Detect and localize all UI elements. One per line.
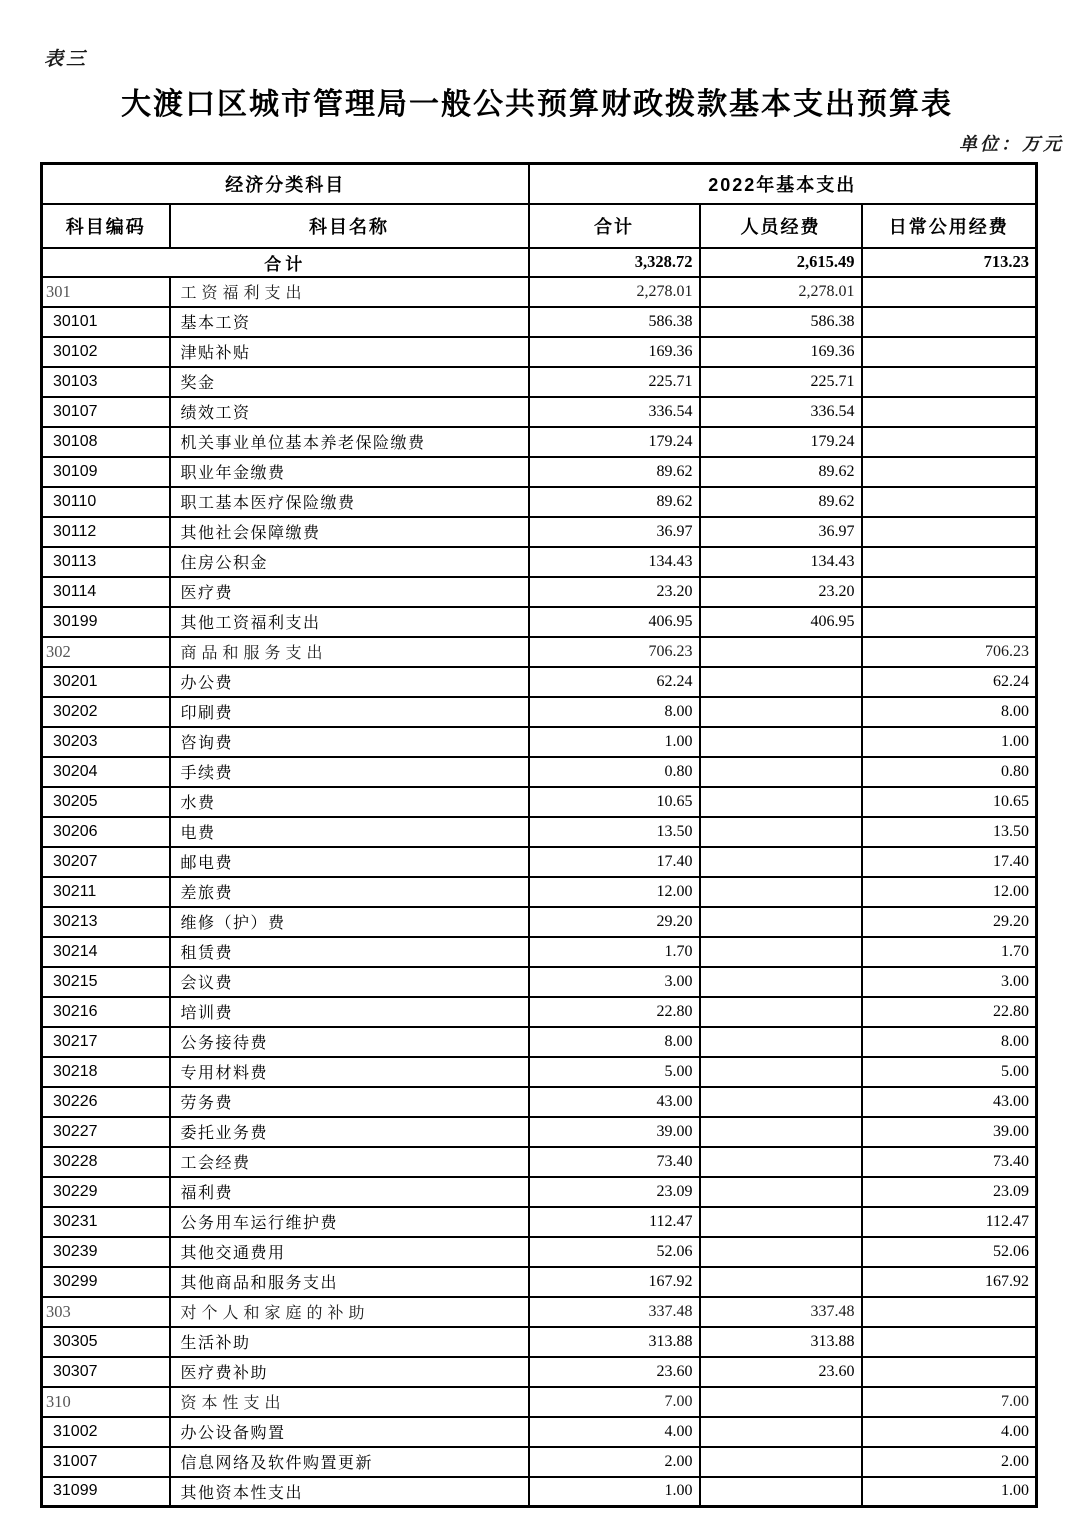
- cell-personnel: [700, 637, 862, 667]
- cell-personnel: [700, 1117, 862, 1147]
- cell-subject-code: 30227: [42, 1117, 170, 1147]
- cell-subject-name: 工会经费: [170, 1147, 529, 1177]
- cell-personnel: [700, 727, 862, 757]
- cell-subject-code: 30231: [42, 1207, 170, 1237]
- cell-personnel: [700, 1267, 862, 1297]
- cell-subject-code: 30218: [42, 1057, 170, 1087]
- cell-subject-name: 医疗费: [170, 577, 529, 607]
- cell-daily: 7.00: [862, 1387, 1037, 1417]
- cell-daily: 73.40: [862, 1147, 1037, 1177]
- cell-subject-code: 30215: [42, 967, 170, 997]
- cell-subject-code: 30211: [42, 877, 170, 907]
- cell-subject-name: 差旅费: [170, 877, 529, 907]
- cell-daily: [862, 1327, 1037, 1357]
- table-row: [42, 457, 1037, 487]
- cell-subject-code: 30214: [42, 937, 170, 967]
- page-title: 大渡口区城市管理局一般公共预算财政拨款基本支出预算表: [121, 88, 953, 121]
- cell-total: 89.62: [529, 487, 700, 517]
- cell-subject-name: 住房公积金: [170, 547, 529, 577]
- cell-total: 62.24: [529, 667, 700, 697]
- cell-subject-code: 30213: [42, 907, 170, 937]
- table-row: [42, 847, 1037, 877]
- table-number-tag: 表三: [44, 48, 89, 70]
- cell-personnel: 586.38: [700, 307, 862, 337]
- cell-personnel: [700, 1027, 862, 1057]
- cell-total: 167.92: [529, 1267, 700, 1297]
- cell-subject-name: 培训费: [170, 997, 529, 1027]
- table-row: [42, 1387, 1037, 1417]
- cell-subject-name: 其他资本性支出: [170, 1477, 529, 1507]
- table-row: [42, 907, 1037, 937]
- cell-total: 23.09: [529, 1177, 700, 1207]
- cell-daily: [862, 1357, 1037, 1387]
- cell-subject-name: 手续费: [170, 757, 529, 787]
- cell-subject-name: 公务用车运行维护费: [170, 1207, 529, 1237]
- cell-daily: 1.00: [862, 1477, 1037, 1507]
- cell-subject-code: 30199: [42, 607, 170, 637]
- cell-personnel: [700, 1147, 862, 1177]
- cell-daily: [862, 1297, 1037, 1327]
- cell-total: 36.97: [529, 517, 700, 547]
- cell-subject-code: 30226: [42, 1087, 170, 1117]
- table-row: [42, 1297, 1037, 1327]
- cell-personnel: [700, 1207, 862, 1237]
- table-row: [42, 607, 1037, 637]
- header-personnel-funds: 人员经费: [700, 204, 862, 248]
- table-row: [42, 787, 1037, 817]
- cell-total: 17.40: [529, 847, 700, 877]
- cell-daily: 1.70: [862, 937, 1037, 967]
- table-row: [42, 1027, 1037, 1057]
- header-economic-category: 经济分类科目: [42, 164, 529, 204]
- cell-subject-code: 30205: [42, 787, 170, 817]
- cell-personnel: 36.97: [700, 517, 862, 547]
- cell-subject-name: 劳务费: [170, 1087, 529, 1117]
- cell-subject-code: 30229: [42, 1177, 170, 1207]
- cell-personnel: [700, 967, 862, 997]
- cell-total: 73.40: [529, 1147, 700, 1177]
- cell-personnel: [700, 1237, 862, 1267]
- cell-subject-name: 奖金: [170, 367, 529, 397]
- header-subject-code: 科目编码: [42, 204, 170, 248]
- table-row: [42, 637, 1037, 667]
- table-row: [42, 937, 1037, 967]
- cell-total: 29.20: [529, 907, 700, 937]
- cell-subject-code: 302: [42, 637, 170, 667]
- table-row: [42, 1447, 1037, 1477]
- cell-personnel: [700, 847, 862, 877]
- cell-total: 5.00: [529, 1057, 700, 1087]
- table-row: [42, 427, 1037, 457]
- table-row: [42, 667, 1037, 697]
- cell-subject-name: 公务接待费: [170, 1027, 529, 1057]
- cell-subject-code: 30216: [42, 997, 170, 1027]
- cell-personnel: [700, 1057, 862, 1087]
- cell-subject-code: 31007: [42, 1447, 170, 1477]
- cell-subject-name: 办公设备购置: [170, 1417, 529, 1447]
- cell-subject-name: 其他工资福利支出: [170, 607, 529, 637]
- cell-subject-code: 30113: [42, 547, 170, 577]
- cell-personnel: 313.88: [700, 1327, 862, 1357]
- cell-total: 4.00: [529, 1417, 700, 1447]
- table-row: [42, 1147, 1037, 1177]
- cell-total: 1.70: [529, 937, 700, 967]
- cell-daily: 1.00: [862, 727, 1037, 757]
- cell-total: 406.95: [529, 607, 700, 637]
- cell-daily: 62.24: [862, 667, 1037, 697]
- cell-subject-code: 30103: [42, 367, 170, 397]
- cell-daily: [862, 577, 1037, 607]
- cell-daily: 29.20: [862, 907, 1037, 937]
- cell-personnel: 406.95: [700, 607, 862, 637]
- header-daily-public-funds: 日常公用经费: [862, 204, 1037, 248]
- cell-total: 225.71: [529, 367, 700, 397]
- table-row: [42, 877, 1037, 907]
- cell-personnel: 336.54: [700, 397, 862, 427]
- table-row: [42, 727, 1037, 757]
- cell-subject-code: 310: [42, 1387, 170, 1417]
- cell-total: 586.38: [529, 307, 700, 337]
- cell-personnel: 134.43: [700, 547, 862, 577]
- cell-daily: [862, 607, 1037, 637]
- grand-total-amount: 3,328.72: [529, 248, 700, 277]
- cell-subject-name: 资本性支出: [170, 1387, 529, 1417]
- cell-subject-name: 绩效工资: [170, 397, 529, 427]
- cell-daily: 4.00: [862, 1417, 1037, 1447]
- cell-subject-code: 301: [42, 277, 170, 307]
- cell-subject-name: 办公费: [170, 667, 529, 697]
- table-row: [42, 1327, 1037, 1357]
- cell-total: 23.20: [529, 577, 700, 607]
- cell-subject-code: 30228: [42, 1147, 170, 1177]
- cell-subject-name: 福利费: [170, 1177, 529, 1207]
- cell-personnel: 23.60: [700, 1357, 862, 1387]
- cell-subject-code: 30207: [42, 847, 170, 877]
- table-row: [42, 1117, 1037, 1147]
- cell-subject-code: 31002: [42, 1417, 170, 1447]
- cell-personnel: [700, 997, 862, 1027]
- header-column-row: [42, 204, 1037, 248]
- cell-subject-name: 水费: [170, 787, 529, 817]
- cell-daily: [862, 487, 1037, 517]
- cell-subject-name: 租赁费: [170, 937, 529, 967]
- cell-subject-code: 30204: [42, 757, 170, 787]
- cell-personnel: 225.71: [700, 367, 862, 397]
- table-header: [42, 164, 1037, 248]
- cell-total: 112.47: [529, 1207, 700, 1237]
- cell-total: 336.54: [529, 397, 700, 427]
- table-row: [42, 1087, 1037, 1117]
- table-row: [42, 367, 1037, 397]
- table-row: [42, 1357, 1037, 1387]
- cell-subject-name: 对个人和家庭的补助: [170, 1297, 529, 1327]
- cell-subject-code: 303: [42, 1297, 170, 1327]
- table-row: [42, 487, 1037, 517]
- cell-personnel: 23.20: [700, 577, 862, 607]
- cell-subject-name: 专用材料费: [170, 1057, 529, 1087]
- table-row: [42, 277, 1037, 307]
- cell-personnel: [700, 937, 862, 967]
- cell-subject-code: 30110: [42, 487, 170, 517]
- cell-total: 22.80: [529, 997, 700, 1027]
- cell-daily: [862, 517, 1037, 547]
- cell-subject-name: 会议费: [170, 967, 529, 997]
- cell-daily: 167.92: [862, 1267, 1037, 1297]
- table-row: [42, 697, 1037, 727]
- cell-daily: [862, 427, 1037, 457]
- cell-total: 12.00: [529, 877, 700, 907]
- cell-total: 23.60: [529, 1357, 700, 1387]
- cell-subject-name: 机关事业单位基本养老保险缴费: [170, 427, 529, 457]
- cell-subject-code: 30305: [42, 1327, 170, 1357]
- cell-daily: [862, 307, 1037, 337]
- cell-total: 169.36: [529, 337, 700, 367]
- cell-daily: [862, 337, 1037, 367]
- cell-daily: 112.47: [862, 1207, 1037, 1237]
- cell-personnel: [700, 697, 862, 727]
- cell-total: 706.23: [529, 637, 700, 667]
- grand-total-personnel: 2,615.49: [700, 248, 862, 277]
- table-row: [42, 817, 1037, 847]
- cell-subject-code: 30239: [42, 1237, 170, 1267]
- cell-total: 43.00: [529, 1087, 700, 1117]
- cell-subject-name: 津贴补贴: [170, 337, 529, 367]
- cell-total: 89.62: [529, 457, 700, 487]
- table-row: [42, 1057, 1037, 1087]
- cell-daily: [862, 397, 1037, 427]
- table-row: [42, 307, 1037, 337]
- header-subject-name: 科目名称: [170, 204, 529, 248]
- table-row: [42, 517, 1037, 547]
- cell-personnel: [700, 1417, 862, 1447]
- cell-subject-code: 30109: [42, 457, 170, 487]
- budget-table: [40, 162, 1038, 1508]
- table-row: [42, 1207, 1037, 1237]
- cell-daily: 8.00: [862, 697, 1037, 727]
- cell-personnel: 169.36: [700, 337, 862, 367]
- header-total: 合计: [529, 204, 700, 248]
- grand-total-label: 合计: [42, 248, 529, 277]
- cell-daily: 52.06: [862, 1237, 1037, 1267]
- cell-subject-name: 其他商品和服务支出: [170, 1267, 529, 1297]
- table-row: [42, 547, 1037, 577]
- cell-subject-name: 信息网络及软件购置更新: [170, 1447, 529, 1477]
- cell-personnel: 337.48: [700, 1297, 862, 1327]
- table-body: [42, 248, 1037, 1507]
- cell-daily: [862, 457, 1037, 487]
- cell-daily: 43.00: [862, 1087, 1037, 1117]
- cell-total: 8.00: [529, 1027, 700, 1057]
- table-row: [42, 337, 1037, 367]
- cell-subject-name: 维修（护）费: [170, 907, 529, 937]
- cell-subject-name: 其他社会保障缴费: [170, 517, 529, 547]
- table-row: [42, 1177, 1037, 1207]
- cell-subject-name: 生活补助: [170, 1327, 529, 1357]
- table-row: [42, 577, 1037, 607]
- cell-subject-code: 30201: [42, 667, 170, 697]
- cell-subject-name: 咨询费: [170, 727, 529, 757]
- cell-total: 13.50: [529, 817, 700, 847]
- table-row: [42, 997, 1037, 1027]
- cell-personnel: [700, 1447, 862, 1477]
- cell-daily: [862, 367, 1037, 397]
- table-row: [42, 1417, 1037, 1447]
- cell-daily: 2.00: [862, 1447, 1037, 1477]
- cell-total: 337.48: [529, 1297, 700, 1327]
- cell-daily: 10.65: [862, 787, 1037, 817]
- cell-subject-code: 30217: [42, 1027, 170, 1057]
- cell-daily: [862, 547, 1037, 577]
- cell-total: 2,278.01: [529, 277, 700, 307]
- cell-subject-name: 职工基本医疗保险缴费: [170, 487, 529, 517]
- table-row: [42, 1237, 1037, 1267]
- cell-total: 0.80: [529, 757, 700, 787]
- cell-subject-name: 基本工资: [170, 307, 529, 337]
- cell-total: 134.43: [529, 547, 700, 577]
- cell-total: 10.65: [529, 787, 700, 817]
- cell-daily: 706.23: [862, 637, 1037, 667]
- cell-daily: [862, 277, 1037, 307]
- header-group-row: [42, 164, 1037, 204]
- table-row: [42, 967, 1037, 997]
- table-row: [42, 1267, 1037, 1297]
- cell-subject-code: 30112: [42, 517, 170, 547]
- cell-total: 1.00: [529, 1477, 700, 1507]
- cell-subject-name: 医疗费补助: [170, 1357, 529, 1387]
- cell-personnel: 179.24: [700, 427, 862, 457]
- cell-subject-code: 31099: [42, 1477, 170, 1507]
- cell-personnel: 89.62: [700, 457, 862, 487]
- cell-personnel: [700, 787, 862, 817]
- cell-subject-code: 30108: [42, 427, 170, 457]
- cell-subject-name: 职业年金缴费: [170, 457, 529, 487]
- cell-subject-code: 30102: [42, 337, 170, 367]
- cell-subject-code: 30206: [42, 817, 170, 847]
- cell-personnel: [700, 1087, 862, 1117]
- cell-personnel: [700, 667, 862, 697]
- cell-personnel: [700, 757, 862, 787]
- cell-total: 7.00: [529, 1387, 700, 1417]
- cell-total: 1.00: [529, 727, 700, 757]
- cell-daily: 13.50: [862, 817, 1037, 847]
- cell-total: 179.24: [529, 427, 700, 457]
- cell-personnel: [700, 1387, 862, 1417]
- table-row: [42, 397, 1037, 427]
- cell-subject-code: 30307: [42, 1357, 170, 1387]
- header-2022-basic-expenditure: 2022年基本支出: [529, 164, 1037, 204]
- cell-subject-code: 30114: [42, 577, 170, 607]
- cell-total: 39.00: [529, 1117, 700, 1147]
- cell-subject-name: 电费: [170, 817, 529, 847]
- grand-total-row: [42, 248, 1037, 277]
- cell-subject-name: 其他交通费用: [170, 1237, 529, 1267]
- cell-daily: 39.00: [862, 1117, 1037, 1147]
- table-row: [42, 1477, 1037, 1507]
- cell-daily: 23.09: [862, 1177, 1037, 1207]
- cell-daily: 3.00: [862, 967, 1037, 997]
- cell-subject-code: 30202: [42, 697, 170, 727]
- cell-daily: 12.00: [862, 877, 1037, 907]
- cell-daily: 5.00: [862, 1057, 1037, 1087]
- table-row: [42, 757, 1037, 787]
- cell-daily: 22.80: [862, 997, 1037, 1027]
- cell-subject-code: 30107: [42, 397, 170, 427]
- cell-total: 8.00: [529, 697, 700, 727]
- unit-label: 单位：万元: [959, 134, 1064, 155]
- cell-personnel: 2,278.01: [700, 277, 862, 307]
- cell-total: 2.00: [529, 1447, 700, 1477]
- cell-personnel: 89.62: [700, 487, 862, 517]
- cell-subject-name: 商品和服务支出: [170, 637, 529, 667]
- cell-subject-code: 30101: [42, 307, 170, 337]
- cell-daily: 8.00: [862, 1027, 1037, 1057]
- cell-subject-name: 邮电费: [170, 847, 529, 877]
- cell-personnel: [700, 817, 862, 847]
- cell-subject-name: 印刷费: [170, 697, 529, 727]
- cell-personnel: [700, 1177, 862, 1207]
- cell-personnel: [700, 1477, 862, 1507]
- cell-personnel: [700, 907, 862, 937]
- cell-subject-code: 30203: [42, 727, 170, 757]
- cell-subject-name: 工资福利支出: [170, 277, 529, 307]
- cell-subject-name: 委托业务费: [170, 1117, 529, 1147]
- cell-daily: 0.80: [862, 757, 1037, 787]
- grand-total-daily: 713.23: [862, 248, 1037, 277]
- cell-total: 313.88: [529, 1327, 700, 1357]
- cell-total: 52.06: [529, 1237, 700, 1267]
- cell-subject-code: 30299: [42, 1267, 170, 1297]
- cell-personnel: [700, 877, 862, 907]
- cell-total: 3.00: [529, 967, 700, 997]
- cell-daily: 17.40: [862, 847, 1037, 877]
